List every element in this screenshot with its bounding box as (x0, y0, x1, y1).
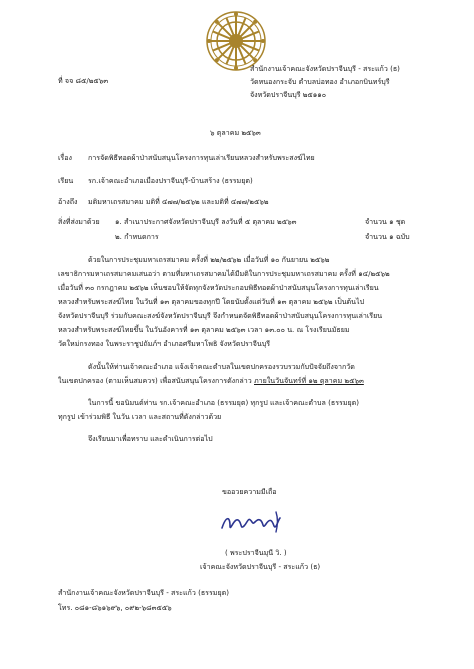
enclosure-item: ๑. สำเนาประกาศจังหวัดปราจีนบุรี ลงวันที่ ๕ ตุลาคม ๒๕๖๓ (115, 217, 297, 226)
recipient-text: รก.เจ้าคณะอำเภอเมืองปราจีนบุรี-บ้านสร้าง (ธรรมยุต) (88, 176, 253, 185)
office-address-line3: จังหวัดปราจีนบุรี ๒๕๑๑๐ (250, 90, 327, 99)
body-line: หลวงสำหรับพระสงฆ์ไทย ในวันที่ ๑๓ ตุลาคมของทุกปี โดยนับตั้งแต่วันที่ ๑๓ ตุลาคม ๒๕๖๒ เป็นต้นไป (58, 297, 365, 306)
body-line: ดังนั้นให้ท่านเจ้าคณะอำเภอ แจ้งเจ้าคณะตำบลในเขตปกครองรวบรวมกับปัจจัยถึงจากวัด (88, 362, 355, 371)
closing-salutation: ขออวยความมีเถือ (222, 487, 277, 496)
signature-icon (218, 508, 288, 538)
body-line: ทุกรูป เข้าร่วมพิธี ในวัน เวลา และสถานที่ดังกล่าวด้วย (58, 412, 222, 421)
reference-label: อ้างถึง (58, 197, 78, 206)
reference-text: มติมหาเถรสมาคม มติที่ ๔๗๗/๒๕๖๒ และมติที่ ๔๗๗/๒๕๖๒ (88, 197, 269, 206)
recipient-label: เรียน (58, 176, 74, 185)
letter-date: ๖ ตุลาคม ๒๕๖๓ (210, 128, 261, 137)
body-line: วัดใหม่กรงทอง ในพระราชูปถัมภ์ฯ อำเภอศรีมหาโพธิ จังหวัดปราจีนบุรี (58, 339, 271, 348)
body-line: ด้วยในการประชุมมหาเถรสมาคม ครั้งที่ ๒๒/๒๕๖๒ เมื่อวันที่ ๑๐ กันยายน ๒๕๖๒ (88, 255, 330, 264)
footer-office: สำนักงานเจ้าคณะจังหวัดปราจีนบุรี - สระแก้ว (ธรรมยุต) (58, 588, 230, 597)
footer-phone: โทร. ๐๘๑-๘๖๑๖๙๖, ๐๙๒-๖๘๓๕๕๖ (58, 603, 172, 612)
enclosure-qty: จำนวน ๑ ฉบับ (365, 232, 410, 241)
subject-label: เรื่อง (58, 153, 72, 162)
enclosure-item: ๒. กำหนดการ (115, 232, 159, 241)
body-line: จึงเรียนมาเพื่อทราบ และดำเนินการต่อไป (88, 434, 213, 443)
signer-title: เจ้าคณะจังหวัดปราจีนบุรี - สระแก้ว (ธ) (200, 562, 321, 571)
office-address-line2: วัดหนองกระจับ ตำบลบ่อทอง อำเภอกบินทร์บุรี (250, 77, 390, 86)
office-address-line1: สำนักงานเจ้าคณะจังหวัดปราจีนบุรี - สระแก้ว (ธ) (250, 64, 400, 73)
body-line (58, 376, 364, 386)
enclosures-label: สิ่งที่ส่งมาด้วย (58, 217, 100, 226)
body-text: ในเขตปกครอง (ตามเห็นสมควร) เพื่อสนับสนุนโครงการดังกล่าว (58, 376, 254, 385)
enclosure-qty: จำนวน ๑ ชุด (365, 217, 406, 226)
signer-name: ( พระปราจีนมุนี วิ. ) (225, 548, 287, 557)
body-line: ในการนี้ ขอนิมนต์ท่าน รก.เจ้าคณะอำเภอ (ธรรมยุต) ทุกรูป และเจ้าคณะตำบล (ธรรมยุต) (88, 398, 360, 407)
doc-number: ที่ จจ ๘๕/๒๕๖๓ (58, 76, 109, 85)
body-line: จังหวัดปราจีนบุรี ร่วมกับคณะสงฆ์จังหวัดปราจีนบุรี จึงกำหนดจัดพิธีทอดผ้าป่าสนับสนุนโครงการทุนเล่าเรียน (58, 311, 383, 320)
dharma-wheel-seal-icon (205, 10, 267, 72)
subject-text: การจัดพิธีทอดผ้าป่าสนับสนุนโครงการทุนเล่าเรียนหลวงสำหรับพระสงฆ์ไทย (88, 153, 315, 162)
deadline-text: ภายในวันจันทร์ที่ ๑๒ ตุลาคม ๒๕๖๓ (254, 376, 364, 385)
body-line: เลขาธิการมหาเถรสมาคมเสนอว่า ตามที่มหาเถรสมาคมได้มีมติในการประชุมมหาเถรสมาคม ครั้งที่ ๑๔/๒๕๖๒ (58, 269, 390, 278)
body-line: หลวงสำหรับพระสงฆ์ไทยขึ้น ในวันอังคารที่ ๑๓ ตุลาคม ๒๕๖๓ เวลา ๑๓.๐๐ น. ณ โรงเรียนมัธยม (58, 325, 350, 334)
body-line: เมื่อวันที่ ๓๐ กรกฎาคม ๒๕๖๒ เห็นชอบให้จัดทุกจังหวัดประกอบพิธีทอดผ้าป่าสนับสนุนโครงการทุนเล่าเรียน (58, 283, 379, 292)
